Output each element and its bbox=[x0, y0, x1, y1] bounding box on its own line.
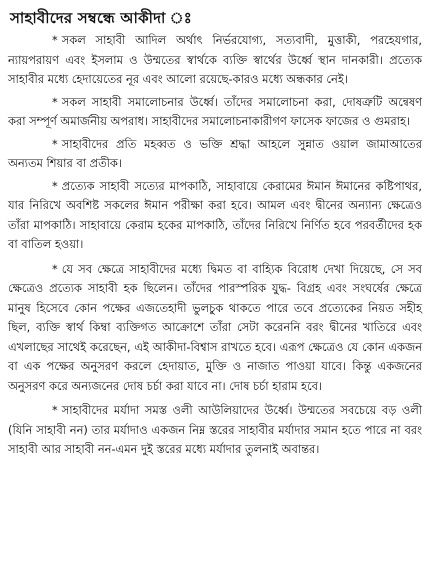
asterisk-bullet: * bbox=[52, 178, 58, 193]
paragraph-5-text: যে সব ক্ষেত্রে সাহাবীদের মধ্যে দ্বিমত বা বাহ্যিক বিরোধ দেখা দিয়েছে, সে সব ক্ষেত্রেও প্রত্যেক সাহাবী হক ছিলেন। তাঁদের পারস্পরিক যুদ্ধ- বিগ্রহ এবং সংঘর্ষের ক্ষেত্রে মানুষ হিসেবে কোন পক্ষের এজতেহাদী ভুলচুক থাকতে পারে তবে প্রত্যেকের নিয়ত সহীহ ছিল, ব্যক্তি স্বার্থ কিম্বা ব্যক্তিগত আক্রোশে তাঁরা সেটা করেননি বরং দ্বীনের খাতিরে এবং এখলাছের সাথেই করেছেন, এই আকীদা-বিশ্বাস রাখতে হবে। এরূপ ক্ষেত্রেও যে কোন একজন বা এক পক্ষের অনুসরণ করলে হেদায়াত, মুক্তি ও নাজাত পাওয়া যাবে। কিন্তু একজনের অনুসরণ করে অন্যজনের দোষ চর্চা করা যাবে না। দোষ চর্চা হারাম হবে। bbox=[8, 261, 422, 393]
paragraph-5 bbox=[8, 260, 422, 397]
paragraph-3-text: সাহাবীদের প্রতি মহব্বত ও ভক্তি শ্রদ্ধা আহলে সুন্নাত ওয়াল জামাআতের অন্যতম শিয়ার বা প্রতীক। bbox=[8, 136, 422, 170]
asterisk-bullet: * bbox=[52, 403, 58, 417]
asterisk-bullet: * bbox=[52, 94, 58, 109]
section-heading: সাহাবীদের সম্বন্ধে আকীদা ঃ bbox=[10, 9, 192, 27]
paragraph-1-text: সকল সাহাবী আদিল অর্থাৎ নির্ভরযোগ্য, সত্যবাদী, মুত্তাকী, পরহেযগার, ন্যায়পরায়ণ এবং ইসলাম ও উম্মতের স্বার্থকে ব্যক্তি স্বার্থের উর্ধ্বে স্থান দানকারী। প্রত্যেক সাহাবীর মধ্যে হেদায়েতের নূর এবং আলো রয়েছে-কারও মধ্যে অন্ধকার নেই। bbox=[8, 33, 422, 86]
paragraph-1 bbox=[8, 31, 422, 90]
asterisk-bullet: * bbox=[52, 33, 58, 47]
paragraph-2-text: সকল সাহাবী সমালোচনার উর্ধ্বে। তাঁদের সমালোচনা করা, দোষত্রুটি অন্বেষণ করা সম্পূর্ণ অমার্জনীয় অপরাধ। সাহাবীদের সমালোচনাকারীগণ ফাসেক ফাজের ও গুমরাহ। bbox=[8, 94, 422, 128]
asterisk-bullet: * bbox=[52, 136, 58, 151]
paragraph-4-text: প্রত্যেক সাহাবী সত্যের মাপকাঠি, সাহাবায়ে কেরামের ঈমান ঈমানের কষ্টিপাথর, যার নিরিখে অবশিষ্ট সকলের ঈমান পরীক্ষা করা হবে। আমল এবং দ্বীনের অন্যান্য ক্ষেত্রেও তাঁরা মাপকাঠি। সাহাবায়ে কেরাম হকের মাপকাঠি, তাঁদের নিরিখে নির্ণিত হবে পরবর্তীদের হক বা বাতিল হওয়া। bbox=[8, 178, 422, 251]
paragraph-6 bbox=[8, 401, 422, 460]
paragraph-6-text: সাহাবীদের মর্যাদা সমস্ত ওলী আউলিয়াদের উর্ধ্বে। উম্মতের সবচেয়ে বড় ওলী (যিনি সাহাবী নন) তার মর্যাদাও একজন নিম্ন স্তরের সাহাবীর মর্যাদার সমান হতে পারে না বরং সাহাবী আর সাহাবী নন-এমন দুই স্তরের মধ্যে মর্যাদার তুলনাই অবান্তর। bbox=[8, 403, 422, 456]
paragraph-4 bbox=[8, 177, 422, 255]
asterisk-bullet: * bbox=[52, 261, 58, 276]
paragraph-2 bbox=[8, 93, 422, 132]
paragraph-3 bbox=[8, 135, 422, 174]
